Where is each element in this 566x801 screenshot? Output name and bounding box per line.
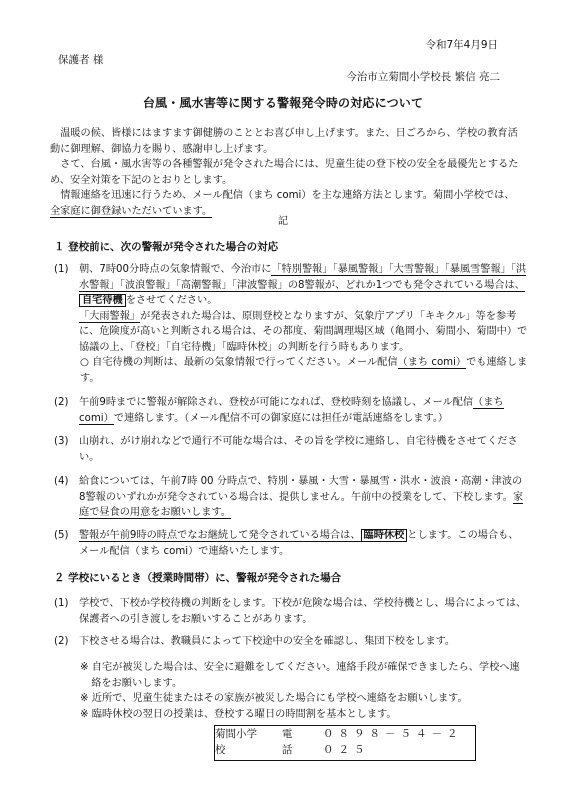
intro-registration-note: 全家庭に御登録いただいています。 (50, 205, 213, 217)
intro-paragraph-2: さて、台風・風水害等の各種警報が発令された場合には、児童生徒の登下校の安全を最優先とするため、安全対策を下記のとおりとします。 (50, 159, 519, 186)
section-2-heading: ２ 学校にいるとき（授業時間帯）に、警報が発令された場合 (54, 572, 342, 584)
intro-section (50, 126, 524, 219)
notes-list (80, 660, 528, 722)
item-text-part: とします。この場合も、メール配信（まち comi）で連絡いたします。 (79, 530, 519, 557)
heavy-rain-warning: 「大雨警報」 (79, 310, 141, 322)
contact-box (214, 725, 476, 761)
section-1-item-2 (54, 395, 528, 426)
item-text (79, 528, 528, 559)
item-text-part: 午前9時までに警報が解除され、登校が可能になれば、登校時刻を協議し、メール配信 (79, 397, 474, 408)
machi-comi-label: （まち comi） (79, 397, 504, 424)
note-text: でも連絡します。 (80, 357, 528, 384)
item-text: 山崩れ、がけ崩れなどで通行不可能な場合は、その旨を学校に連絡し、自宅待機をさせてください。 (79, 436, 518, 463)
section-1-heading: １ 登校前に、次の警報が発令された場合の対応 (54, 241, 279, 253)
temporary-closure-box: 臨時休校 (361, 529, 408, 542)
warning-list: 「特別警報」「暴風警報」「大雪警報」「暴風雪警報」「洪水警報」「波浪警報」「高潮警報」「津波警報」の8警報が、どれか1つでも発令されている場合は、 (79, 264, 527, 291)
item-number: (5) (54, 530, 69, 541)
item-text: 学校で、下校か学校待機の判断をします。下校が危険な場合は、学校待機とし、場合によっては、保護者への引き渡しをお願いすることがあります。 (79, 598, 527, 625)
document-title: 台風・風水害等に関する警報発令時の対応について (142, 96, 424, 110)
item-text (79, 474, 528, 521)
home-standby-box: 自宅待機 (79, 294, 126, 307)
note-text: ○ 自宅待機の判断は、最新の気象情報で行ってください。メール配信 (80, 357, 398, 368)
document-date: 令和7年4月9日 (425, 39, 498, 51)
item-text-part: 警報が午前9時の時点でなお継続して発令されている場合は、 (79, 530, 361, 541)
section-1-item-4 (54, 474, 528, 521)
sender: 今治市立菊間小学校長 繁信 亮二 (346, 71, 500, 83)
note-item: ※ 自宅が被災した場合は、安全に避難をしてください。連絡手段が確保できましたら、学校へ連絡をお願いします。 (80, 662, 520, 689)
item-text-part: 朝、7時00分時点の気象情報で、今治市に (79, 264, 272, 275)
ki-marker: 記 (277, 216, 289, 227)
school-name: 菊間小学校 (215, 728, 257, 756)
item-text: 下校させる場合は、教職員によって下校途中の安全を確認し、集団下校をします。 (79, 636, 456, 647)
note-item: ※ 臨時休校の翌日の授業は、登校する曜日の時間割を基本とします。 (80, 708, 397, 720)
note-item: ※ 近所で、児童生徒またはその家族が被災した場合にも学校へ連絡をお願いします。 (80, 693, 468, 704)
phone-label: 電話 (281, 728, 293, 756)
lunch-note: 家庭で昼食の用意をお願いします。 (79, 491, 524, 518)
item-number: (3) (54, 436, 69, 447)
intro-paragraph-3-text: 情報連絡を迅速に行うため、メール配信（まち comi）を主な連絡方法とします。菊間小学校では、 (60, 190, 515, 201)
section-2-item-2 (54, 634, 528, 650)
machi-comi-label: （まち comi） (397, 357, 467, 368)
section-1-item-1 (54, 262, 528, 355)
item-text-part: が発表された場合は、原則登校となりますが、気象庁アプリ「キキクル」等を参考に、危険度が高いと判断される場合は、その都度、菊間調理場区域（亀岡小、菊間小、菊間中）で協議の上、「登校」「自宅待機」「臨時休校」の判断を行う時もあります。 (79, 310, 528, 353)
item-number: (1) (54, 598, 69, 609)
item-text (79, 395, 528, 426)
item-number: (1) (54, 264, 69, 275)
item-text-part: 給食については、午前7時 00 分時点で、特別・暴風・大雪・暴風雪・洪水・波浪・高潮・津波の8警報のいずれかが発令されている場合は、提供しません。午前中の授業をして、下校します。 (79, 476, 523, 503)
item-text-part: をさせてください。 (125, 295, 218, 306)
section-2-item-1 (54, 596, 528, 627)
intro-paragraph-1: 温暖の候、皆様にはますます御健勝のこととお喜び申し上げます。また、日ごろから、学校の教育活動に御理解、御協力を賜り、感謝申し上げます。 (50, 128, 518, 155)
item-text-part: で連絡します。（メール配信不可の御家庭には担任が電話連絡をします。） (113, 412, 449, 424)
item-number: (2) (54, 397, 69, 408)
section-1-note (80, 355, 528, 386)
phone-number: ０８９８－５４－２０２５ (323, 728, 463, 756)
item-number: (4) (54, 476, 69, 487)
recipient: 保護者 様 (58, 54, 104, 66)
section-1-item-3 (54, 434, 528, 465)
item-text (79, 262, 528, 355)
item-number: (2) (54, 636, 69, 647)
section-1-item-5 (54, 528, 528, 559)
